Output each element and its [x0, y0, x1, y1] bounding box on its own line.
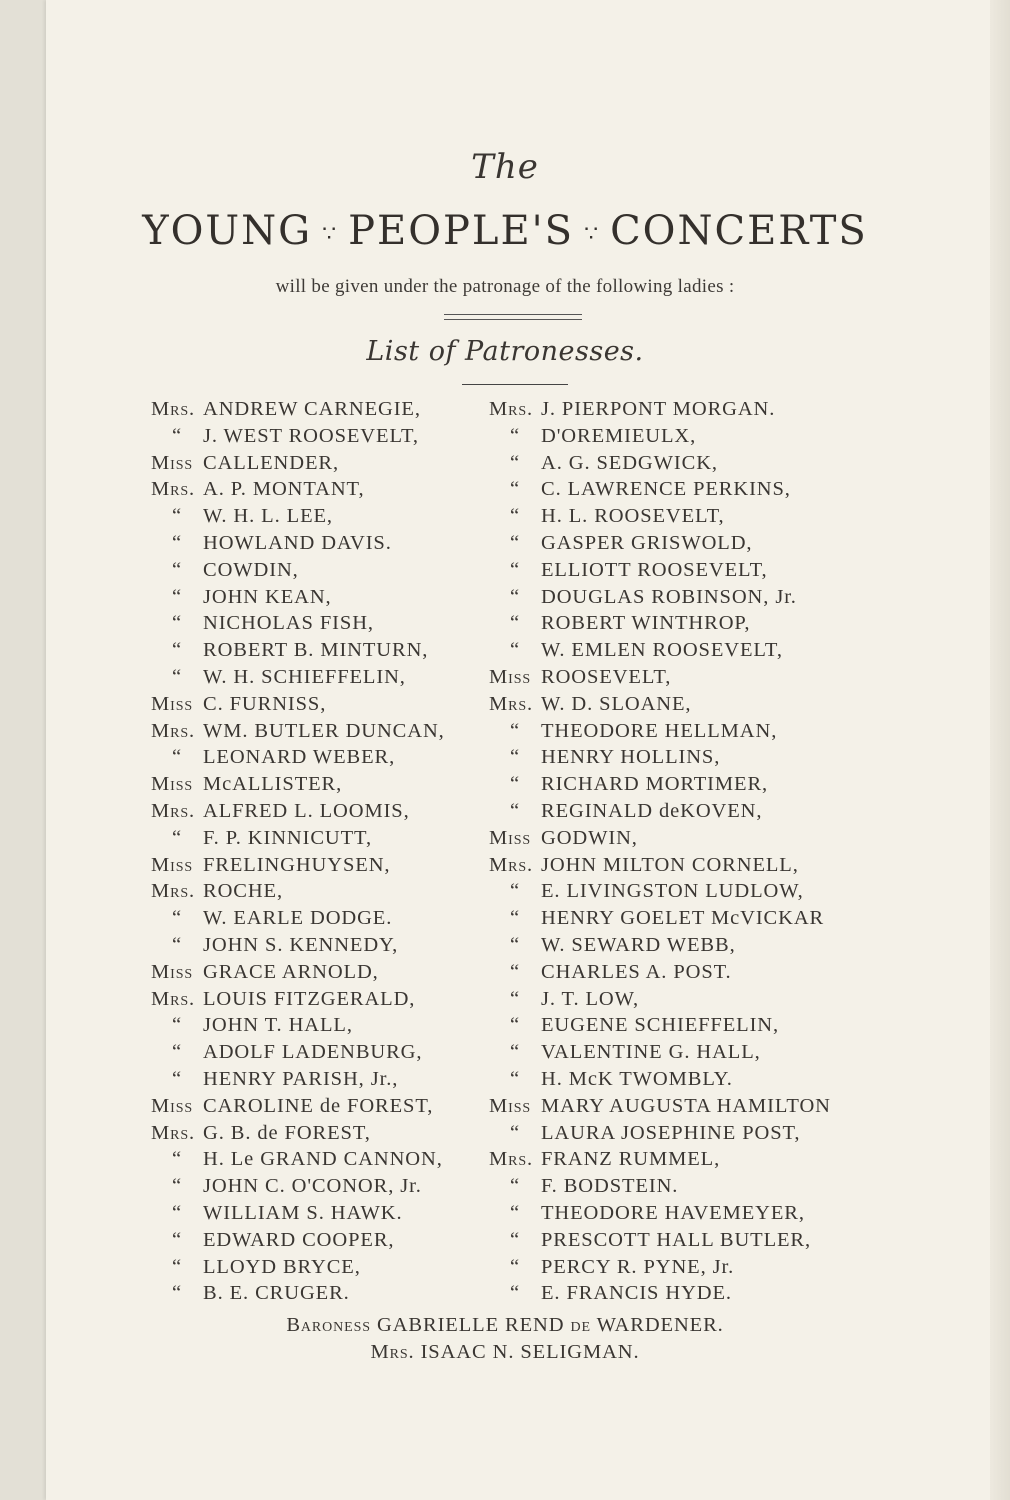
patroness-entry	[489, 610, 831, 637]
patroness-entry	[489, 1200, 831, 1227]
patroness-title-prefix: “	[510, 478, 520, 501]
patroness-name: CHARLES A. POST.	[541, 960, 732, 983]
patroness-title-prefix: “	[510, 960, 520, 983]
patroness-name: W. EMLEN ROOSEVELT,	[541, 639, 783, 662]
patroness-name: THEODORE HAVEMEYER,	[541, 1201, 805, 1224]
patroness-name: ROBERT B. MINTURN,	[203, 639, 429, 662]
title-separator-1: ∵	[322, 221, 339, 247]
patroness-title-prefix: Mrs.	[151, 1121, 196, 1144]
footer-line1-name2: WARDENER.	[596, 1314, 724, 1336]
footer-line-baroness	[0, 1314, 1010, 1337]
patroness-title-prefix: Mrs.	[151, 719, 196, 742]
patroness-entry	[151, 503, 445, 530]
patroness-title-prefix: “	[172, 1067, 182, 1090]
patroness-name: F. BODSTEIN.	[541, 1175, 679, 1198]
patroness-entry	[151, 852, 445, 879]
patroness-title-prefix: “	[510, 585, 520, 608]
patroness-entry	[151, 691, 445, 718]
patroness-name: LOUIS FITZGERALD,	[203, 987, 416, 1010]
patroness-title-prefix: “	[510, 639, 520, 662]
patroness-name: W. SEWARD WEBB,	[541, 933, 736, 956]
patroness-name: THEODORE HELLMAN,	[541, 719, 778, 742]
patroness-name: A. P. MONTANT,	[203, 478, 365, 501]
patroness-entry	[489, 637, 831, 664]
patroness-name: W. EARLE DODGE.	[203, 907, 393, 930]
patroness-entry	[489, 1227, 831, 1254]
patroness-title-prefix: “	[172, 1014, 182, 1037]
patroness-entry	[489, 852, 831, 879]
patroness-name: HENRY GOELET McVICKAR	[541, 907, 825, 930]
patroness-entry	[489, 1093, 831, 1120]
patroness-name: EUGENE SCHIEFFELIN,	[541, 1014, 780, 1037]
main-title	[0, 208, 1010, 254]
patroness-name: E. FRANCIS HYDE.	[541, 1282, 732, 1305]
patroness-name: GODWIN,	[541, 826, 638, 849]
patroness-title-prefix: “	[172, 558, 182, 581]
patroness-name: W. D. SLOANE,	[541, 692, 692, 715]
patroness-entry	[489, 691, 831, 718]
patroness-entry	[151, 1227, 445, 1254]
patroness-title-prefix: Miss	[151, 1094, 194, 1117]
patroness-entry	[489, 878, 831, 905]
patroness-title-prefix: “	[510, 933, 520, 956]
patroness-name: RICHARD MORTIMER,	[541, 773, 769, 796]
patroness-name: VALENTINE G. HALL,	[541, 1041, 761, 1064]
title-word-concerts: CONCERTS	[610, 208, 868, 254]
patroness-entry	[151, 718, 445, 745]
patroness-entry	[151, 557, 445, 584]
patroness-name: ROCHE,	[203, 880, 284, 903]
patroness-title-prefix: “	[172, 424, 182, 447]
patroness-entry	[151, 878, 445, 905]
patroness-entry	[151, 637, 445, 664]
subtitle: will be given under the patronage of the following ladies :	[275, 276, 735, 297]
patroness-title-prefix: “	[172, 826, 182, 849]
patroness-entry	[151, 1039, 445, 1066]
patroness-title-prefix: Mrs.	[151, 880, 196, 903]
double-rule-divider	[444, 314, 582, 320]
patroness-title-prefix: “	[510, 558, 520, 581]
patroness-entry	[489, 1280, 831, 1307]
patroness-entry	[489, 932, 831, 959]
patroness-title-prefix: “	[510, 719, 520, 742]
patroness-name: CAROLINE de FOREST,	[203, 1094, 434, 1117]
patroness-title-prefix: “	[172, 531, 182, 554]
patroness-entry	[151, 771, 445, 798]
patroness-name: DOUGLAS ROBINSON, Jr.	[541, 585, 797, 608]
patroness-name: FRELINGHUYSEN,	[203, 853, 391, 876]
patroness-entry	[489, 1039, 831, 1066]
patroness-entry	[489, 718, 831, 745]
patroness-name: A. G. SEDGWICK,	[541, 451, 718, 474]
patroness-entry	[151, 1173, 445, 1200]
patroness-title-prefix: Miss	[151, 773, 194, 796]
patroness-name: ANDREW CARNEGIE,	[203, 398, 421, 420]
patroness-name: B. E. CRUGER.	[203, 1282, 350, 1305]
patroness-entry	[489, 1146, 831, 1173]
patroness-name: LLOYD BRYCE,	[203, 1255, 361, 1278]
patroness-name: H. Le GRAND CANNON,	[203, 1148, 443, 1171]
patroness-title-prefix: “	[510, 1201, 520, 1224]
patroness-entry	[151, 1146, 445, 1173]
patroness-entry	[151, 584, 445, 611]
patroness-entry	[489, 664, 831, 691]
patroness-name: McALLISTER,	[203, 773, 343, 796]
patroness-title-prefix: Miss	[151, 451, 194, 474]
patroness-title-prefix: Mrs.	[489, 398, 534, 420]
list-heading: List of Patronesses.	[366, 336, 644, 367]
patroness-entry	[151, 610, 445, 637]
patroness-title-prefix: Mrs.	[151, 987, 196, 1010]
patroness-title-prefix: “	[510, 424, 520, 447]
footer-line1-mid: de	[570, 1314, 591, 1336]
patroness-title-prefix: “	[510, 1255, 520, 1278]
patroness-name: J. T. LOW,	[541, 987, 640, 1010]
patroness-title-prefix: “	[172, 665, 182, 688]
patroness-title-prefix: Mrs.	[151, 799, 196, 822]
patroness-name: GASPER GRISWOLD,	[541, 531, 753, 554]
patroness-title-prefix: “	[510, 451, 520, 474]
patroness-title-prefix: “	[172, 585, 182, 608]
patroness-title-prefix: “	[172, 612, 182, 635]
patroness-entry	[151, 1066, 445, 1093]
patroness-name: ROBERT WINTHROP,	[541, 612, 751, 635]
patroness-title-prefix: “	[510, 1014, 520, 1037]
footer-line2-prefix: Mrs.	[370, 1341, 415, 1363]
patroness-title-prefix: “	[172, 746, 182, 769]
patroness-name: E. LIVINGSTON LUDLOW,	[541, 880, 804, 903]
patroness-name: JOHN C. O'CONOR, Jr.	[203, 1175, 422, 1198]
patroness-title-prefix: “	[172, 1255, 182, 1278]
patroness-title-prefix: “	[510, 880, 520, 903]
patroness-entry	[489, 1066, 831, 1093]
patroness-title-prefix: “	[510, 612, 520, 635]
patroness-name: EDWARD COOPER,	[203, 1228, 395, 1251]
patroness-name: WM. BUTLER DUNCAN,	[203, 719, 445, 742]
patroness-entry	[151, 1012, 445, 1039]
patroness-entry	[151, 744, 445, 771]
patroness-entry	[489, 423, 831, 450]
patroness-title-prefix: Miss	[489, 826, 532, 849]
patroness-name: HENRY HOLLINS,	[541, 746, 721, 769]
patroness-entry	[489, 798, 831, 825]
patroness-entry	[489, 396, 831, 423]
patroness-title-prefix: “	[510, 1121, 520, 1144]
patroness-title-prefix: Miss	[489, 665, 532, 688]
patroness-name: GRACE ARNOLD,	[203, 960, 379, 983]
patroness-name: PRESCOTT HALL BUTLER,	[541, 1228, 812, 1251]
patroness-title-prefix: “	[510, 505, 520, 528]
patroness-title-prefix: “	[510, 746, 520, 769]
patroness-title-prefix: Mrs.	[151, 398, 196, 420]
footer-line1-name1: GABRIELLE REND	[377, 1314, 565, 1336]
patroness-title-prefix: “	[172, 1282, 182, 1305]
patroness-title-prefix: Miss	[151, 692, 194, 715]
patroness-name: ELLIOTT ROOSEVELT,	[541, 558, 768, 581]
heading-the: The	[471, 147, 539, 187]
patroness-title-prefix: Mrs.	[489, 1148, 534, 1171]
patroness-name: JOHN S. KENNEDY,	[203, 933, 399, 956]
patroness-entry	[489, 1012, 831, 1039]
patroness-name: REGINALD deKOVEN,	[541, 799, 763, 822]
patroness-title-prefix: “	[172, 1228, 182, 1251]
patroness-name: C. LAWRENCE PERKINS,	[541, 478, 791, 501]
patroness-name: JOHN KEAN,	[203, 585, 332, 608]
right-column-list	[489, 396, 831, 1307]
title-word-peoples: PEOPLE'S	[348, 208, 575, 254]
patroness-entry	[151, 1093, 445, 1120]
patroness-title-prefix: “	[510, 1282, 520, 1305]
footer-line-seligman	[0, 1341, 1010, 1364]
patroness-title-prefix: “	[510, 1175, 520, 1198]
patroness-entry	[489, 744, 831, 771]
patroness-title-prefix: “	[172, 1201, 182, 1224]
patroness-title-prefix: “	[172, 907, 182, 930]
patroness-name: G. B. de FOREST,	[203, 1121, 371, 1144]
patroness-name: MARY AUGUSTA HAMILTON	[541, 1094, 831, 1117]
patroness-name: JOHN MILTON CORNELL,	[541, 853, 799, 876]
patroness-entry	[489, 1254, 831, 1281]
patroness-name: LEONARD WEBER,	[203, 746, 396, 769]
patroness-name: W. H. L. LEE,	[203, 505, 333, 528]
patroness-name: ALFRED L. LOOMIS,	[203, 799, 410, 822]
title-separator-2: ∵	[584, 221, 601, 247]
patroness-name: H. McK TWOMBLY.	[541, 1067, 733, 1090]
patroness-title-prefix: “	[510, 1228, 520, 1251]
patroness-entry	[489, 557, 831, 584]
patroness-entry	[151, 825, 445, 852]
patroness-name: NICHOLAS FISH,	[203, 612, 374, 635]
patroness-entry	[489, 905, 831, 932]
patroness-entry	[151, 664, 445, 691]
patroness-title-prefix: Mrs.	[489, 692, 534, 715]
patroness-title-prefix: Miss	[151, 960, 194, 983]
patroness-title-prefix: “	[510, 987, 520, 1010]
patroness-entry	[151, 986, 445, 1013]
patroness-title-prefix: Miss	[489, 1094, 532, 1117]
title-word-young: YOUNG	[142, 208, 313, 254]
patroness-name: COWDIN,	[203, 558, 299, 581]
patroness-title-prefix: “	[172, 933, 182, 956]
patroness-name: W. H. SCHIEFFELIN,	[203, 665, 406, 688]
patroness-name: C. FURNISS,	[203, 692, 327, 715]
patroness-title-prefix: “	[172, 1041, 182, 1064]
patroness-title-prefix: “	[510, 1067, 520, 1090]
patroness-entry	[489, 771, 831, 798]
patroness-entry	[489, 1120, 831, 1147]
patroness-name: J. WEST ROOSEVELT,	[203, 424, 419, 447]
patroness-title-prefix: “	[172, 1175, 182, 1198]
patroness-entry	[151, 1280, 445, 1307]
patroness-title-prefix: Mrs.	[151, 478, 196, 501]
patroness-name: PERCY R. PYNE, Jr.	[541, 1255, 735, 1278]
patroness-name: D'OREMIEULX,	[541, 424, 697, 447]
patroness-entry	[489, 584, 831, 611]
patroness-name: H. L. ROOSEVELT,	[541, 505, 725, 528]
patroness-title-prefix: “	[510, 773, 520, 796]
patroness-entry	[151, 1254, 445, 1281]
patroness-name: LAURA JOSEPHINE POST,	[541, 1121, 801, 1144]
patroness-entry	[151, 932, 445, 959]
footer-line2-name: ISAAC N. SELIGMAN.	[420, 1341, 640, 1363]
patroness-name: FRANZ RUMMEL,	[541, 1148, 721, 1171]
patroness-name: HENRY PARISH, Jr.,	[203, 1067, 399, 1090]
patroness-name: ROOSEVELT,	[541, 665, 672, 688]
patroness-name: JOHN T. HALL,	[203, 1014, 353, 1037]
patroness-title-prefix: “	[172, 639, 182, 662]
single-rule-divider	[462, 384, 568, 385]
patroness-title-prefix: Mrs.	[489, 853, 534, 876]
patroness-name: F. P. KINNICUTT,	[203, 826, 372, 849]
patroness-title-prefix: “	[172, 1148, 182, 1171]
patroness-name: ADOLF LADENBURG,	[203, 1041, 423, 1064]
patroness-entry	[489, 503, 831, 530]
footer-line1-prefix: Baroness	[286, 1314, 371, 1336]
patroness-entry	[151, 905, 445, 932]
patroness-name: CALLENDER,	[203, 451, 339, 474]
patroness-entry	[489, 986, 831, 1013]
patroness-entry	[151, 530, 445, 557]
patroness-entry	[151, 1200, 445, 1227]
left-column-list	[151, 396, 445, 1307]
patroness-title-prefix: “	[172, 505, 182, 528]
patroness-entry	[489, 530, 831, 557]
patroness-name: J. PIERPONT MORGAN.	[541, 398, 776, 420]
patroness-entry	[489, 959, 831, 986]
patroness-entry	[151, 798, 445, 825]
patroness-entry	[151, 423, 445, 450]
patroness-title-prefix: “	[510, 907, 520, 930]
patroness-title-prefix: “	[510, 799, 520, 822]
patroness-entry	[151, 1120, 445, 1147]
patroness-entry	[151, 959, 445, 986]
patroness-entry	[489, 825, 831, 852]
patroness-entry	[151, 450, 445, 477]
patroness-title-prefix: “	[510, 1041, 520, 1064]
patroness-entry	[151, 396, 445, 423]
patroness-name: WILLIAM S. HAWK.	[203, 1201, 403, 1224]
patroness-entry	[151, 476, 445, 503]
patroness-title-prefix: Miss	[151, 853, 194, 876]
patroness-title-prefix: “	[510, 531, 520, 554]
patroness-entry	[489, 476, 831, 503]
patroness-entry	[489, 450, 831, 477]
patroness-entry	[489, 1173, 831, 1200]
patroness-name: HOWLAND DAVIS.	[203, 531, 392, 554]
